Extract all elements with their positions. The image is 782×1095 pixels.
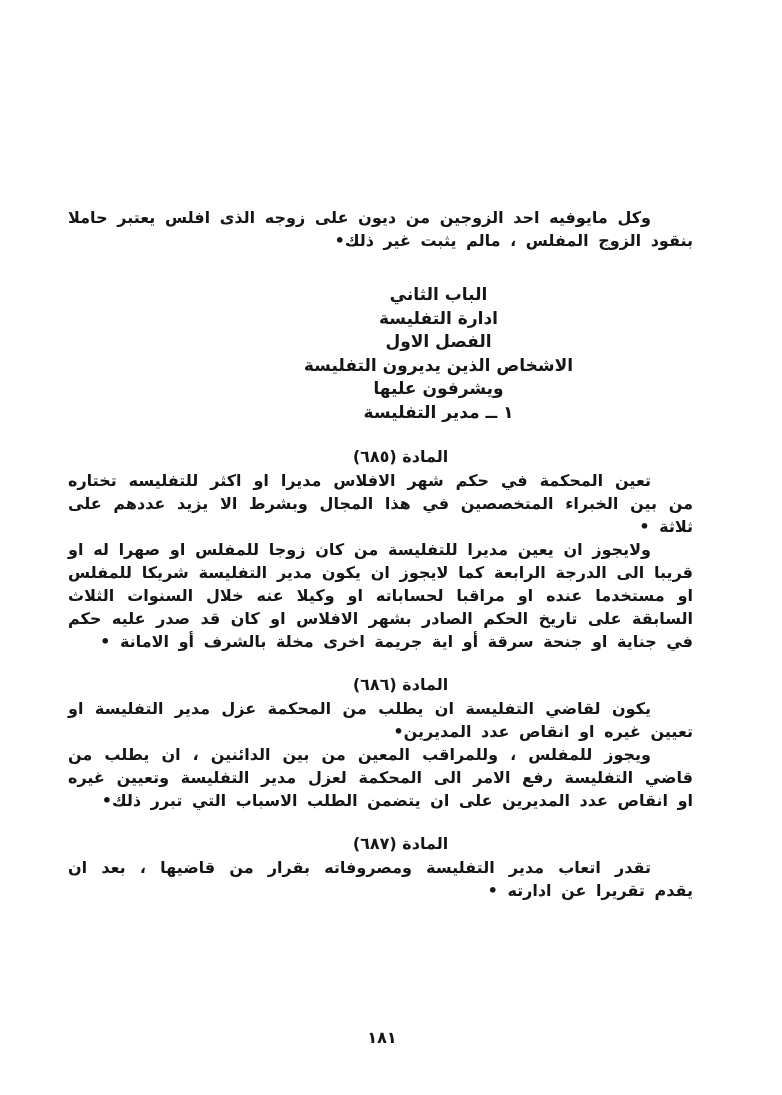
article-687-paragraph-1: تقدر اتعاب مدير التفليسة ومصروفاته بقرار من قاضيها ، بعد ان يقدم تقريرا عن ادارته • xyxy=(68,858,693,900)
article-685-paragraph-2: ولايجوز ان يعين مديرا للتفليسة من كان زوجا للمفلس او صهرا له او قريبا الى الدرجة الرابعة كما لايجوز ان يكون مدير التفليسة شريكا للمفلس او مستخدما عنده او مراقبا لحساباته او وكيلا عنه خلال السنوات الثلاث السابقة على تاريخ الحكم الصادر بشهر الافلاس او كان قد صدر عليه حكم في جناية او جنحة سرقة أو اية جريمة اخرى مخلة بالشرف أو الامانة • xyxy=(68,540,693,651)
chapter-subtitle-line-2: ويشرفون عليها xyxy=(373,379,504,399)
text-column xyxy=(68,206,693,902)
intro-paragraph: وكل مايوفيه احد الزوجين من ديون على زوجه الذى افلس يعتبر حاملا بنقود الزوج المفلس ، مالم يثبت غير ذلك• xyxy=(68,208,693,250)
chapter-title: الفصل الاول xyxy=(385,332,492,352)
section-headings xyxy=(126,284,751,425)
part-title: الباب الثاني xyxy=(389,285,488,305)
chapter-subtitle-line-1: الاشخاص الذين يديرون التفليسة xyxy=(303,355,574,376)
subsection-title: ١ ــ مدير التفليسة xyxy=(363,402,514,423)
article-685-title: المادة (٦٨٥) xyxy=(352,447,449,466)
article-687 xyxy=(68,832,693,902)
part-subtitle: ادارة التفليسة xyxy=(379,308,498,329)
article-686 xyxy=(68,673,693,812)
article-685 xyxy=(68,445,693,653)
article-686-paragraph-1: يكون لقاضي التفليسة ان يطلب من المحكمة عزل مدير التفليسة او تعيين غيره او انقاص عدد المديرين• xyxy=(68,699,693,741)
article-686-title: المادة (٦٨٦) xyxy=(352,675,449,694)
article-685-paragraph-1: تعين المحكمة في حكم شهر الافلاس مديرا او اكثر للتفليسه تختاره من بين الخبراء المتخصصين في هذا المجال وبشرط الا يزيد عددهم على ثلاثة • xyxy=(68,471,693,536)
article-687-title: المادة (٦٨٧) xyxy=(352,834,449,853)
article-686-paragraph-2: ويجوز للمفلس ، وللمراقب المعين من بين الدائنين ، ان يطلب من قاضي التفليسة رفع الامر الى المحكمة لعزل مدير التفليسة وتعيين غيره او انقاص عدد المديرين على ان يتضمن الطلب الاسباب التي تبرر ذلك• xyxy=(68,745,693,810)
page-number: ١٨١ xyxy=(367,1028,397,1047)
